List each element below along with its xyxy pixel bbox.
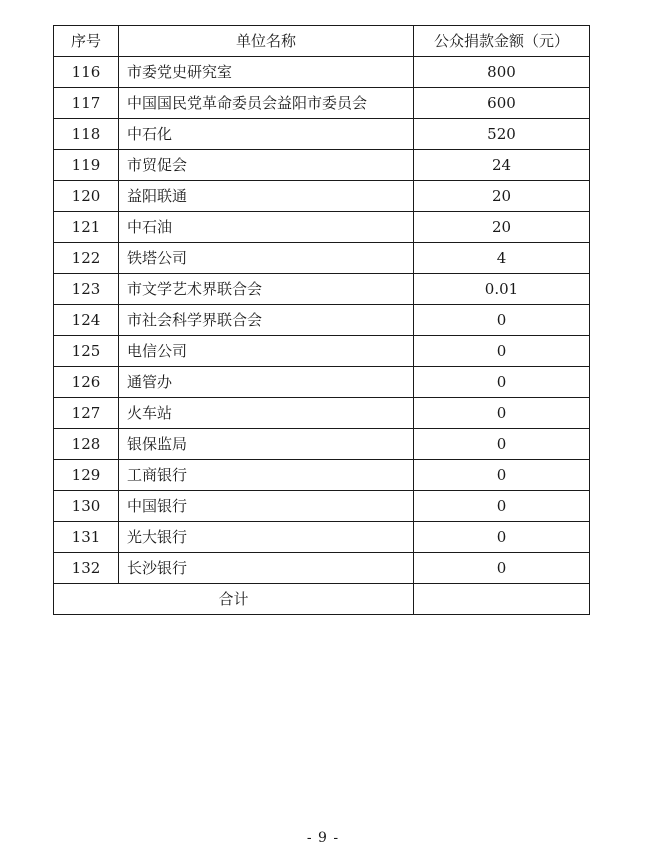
row-number: 122 — [54, 243, 119, 274]
row-amount: 0 — [414, 398, 590, 429]
row-amount: 20 — [414, 212, 590, 243]
row-amount: 0 — [414, 305, 590, 336]
donation-table — [53, 25, 590, 615]
table-row — [54, 367, 590, 398]
row-number: 123 — [54, 274, 119, 305]
row-number: 130 — [54, 491, 119, 522]
row-number: 120 — [54, 181, 119, 212]
row-amount: 0 — [414, 367, 590, 398]
row-number: 131 — [54, 522, 119, 553]
table-row — [54, 57, 590, 88]
row-unit-name: 电信公司 — [119, 336, 414, 367]
table-row — [54, 491, 590, 522]
row-number: 129 — [54, 460, 119, 491]
table-row — [54, 460, 590, 491]
row-number: 127 — [54, 398, 119, 429]
row-amount: 0 — [414, 553, 590, 584]
row-amount: 800 — [414, 57, 590, 88]
table-row — [54, 181, 590, 212]
table-row — [54, 274, 590, 305]
row-unit-name: 市社会科学界联合会 — [119, 305, 414, 336]
table-row — [54, 398, 590, 429]
total-row — [54, 584, 590, 615]
row-amount: 0 — [414, 460, 590, 491]
row-unit-name: 市贸促会 — [119, 150, 414, 181]
row-number: 132 — [54, 553, 119, 584]
page-number: - 9 - — [306, 830, 340, 846]
table-row — [54, 243, 590, 274]
row-number: 121 — [54, 212, 119, 243]
table-body — [54, 57, 590, 584]
row-number: 119 — [54, 150, 119, 181]
row-amount: 0 — [414, 336, 590, 367]
row-number: 116 — [54, 57, 119, 88]
row-unit-name: 银保监局 — [119, 429, 414, 460]
row-amount: 24 — [414, 150, 590, 181]
donation-table-container — [53, 25, 589, 615]
row-unit-name: 市委党史研究室 — [119, 57, 414, 88]
row-unit-name: 市文学艺术界联合会 — [119, 274, 414, 305]
row-number: 125 — [54, 336, 119, 367]
row-unit-name: 中石化 — [119, 119, 414, 150]
table-row — [54, 429, 590, 460]
row-amount: 0 — [414, 522, 590, 553]
header-number: 序号 — [54, 26, 119, 57]
row-unit-name: 通管办 — [119, 367, 414, 398]
table-header-row — [54, 26, 590, 57]
table-row — [54, 336, 590, 367]
table-row — [54, 522, 590, 553]
row-unit-name: 中国国民党革命委员会益阳市委员会 — [119, 88, 414, 119]
row-unit-name: 益阳联通 — [119, 181, 414, 212]
row-unit-name: 火车站 — [119, 398, 414, 429]
total-label: 合计 — [54, 584, 414, 615]
row-unit-name: 铁塔公司 — [119, 243, 414, 274]
row-unit-name: 工商银行 — [119, 460, 414, 491]
table-row — [54, 150, 590, 181]
table-row — [54, 553, 590, 584]
table-row — [54, 212, 590, 243]
table-row — [54, 119, 590, 150]
row-unit-name: 光大银行 — [119, 522, 414, 553]
row-number: 117 — [54, 88, 119, 119]
row-amount: 520 — [414, 119, 590, 150]
row-amount: 0.01 — [414, 274, 590, 305]
table-row — [54, 88, 590, 119]
row-number: 128 — [54, 429, 119, 460]
row-unit-name: 长沙银行 — [119, 553, 414, 584]
total-amount — [414, 584, 590, 615]
row-number: 126 — [54, 367, 119, 398]
row-amount: 600 — [414, 88, 590, 119]
row-number: 118 — [54, 119, 119, 150]
table-row — [54, 305, 590, 336]
row-number: 124 — [54, 305, 119, 336]
row-amount: 20 — [414, 181, 590, 212]
row-amount: 0 — [414, 429, 590, 460]
row-amount: 4 — [414, 243, 590, 274]
row-unit-name: 中国银行 — [119, 491, 414, 522]
row-unit-name: 中石油 — [119, 212, 414, 243]
row-amount: 0 — [414, 491, 590, 522]
header-amount: 公众捐款金额（元） — [414, 26, 590, 57]
header-unit-name: 单位名称 — [119, 26, 414, 57]
